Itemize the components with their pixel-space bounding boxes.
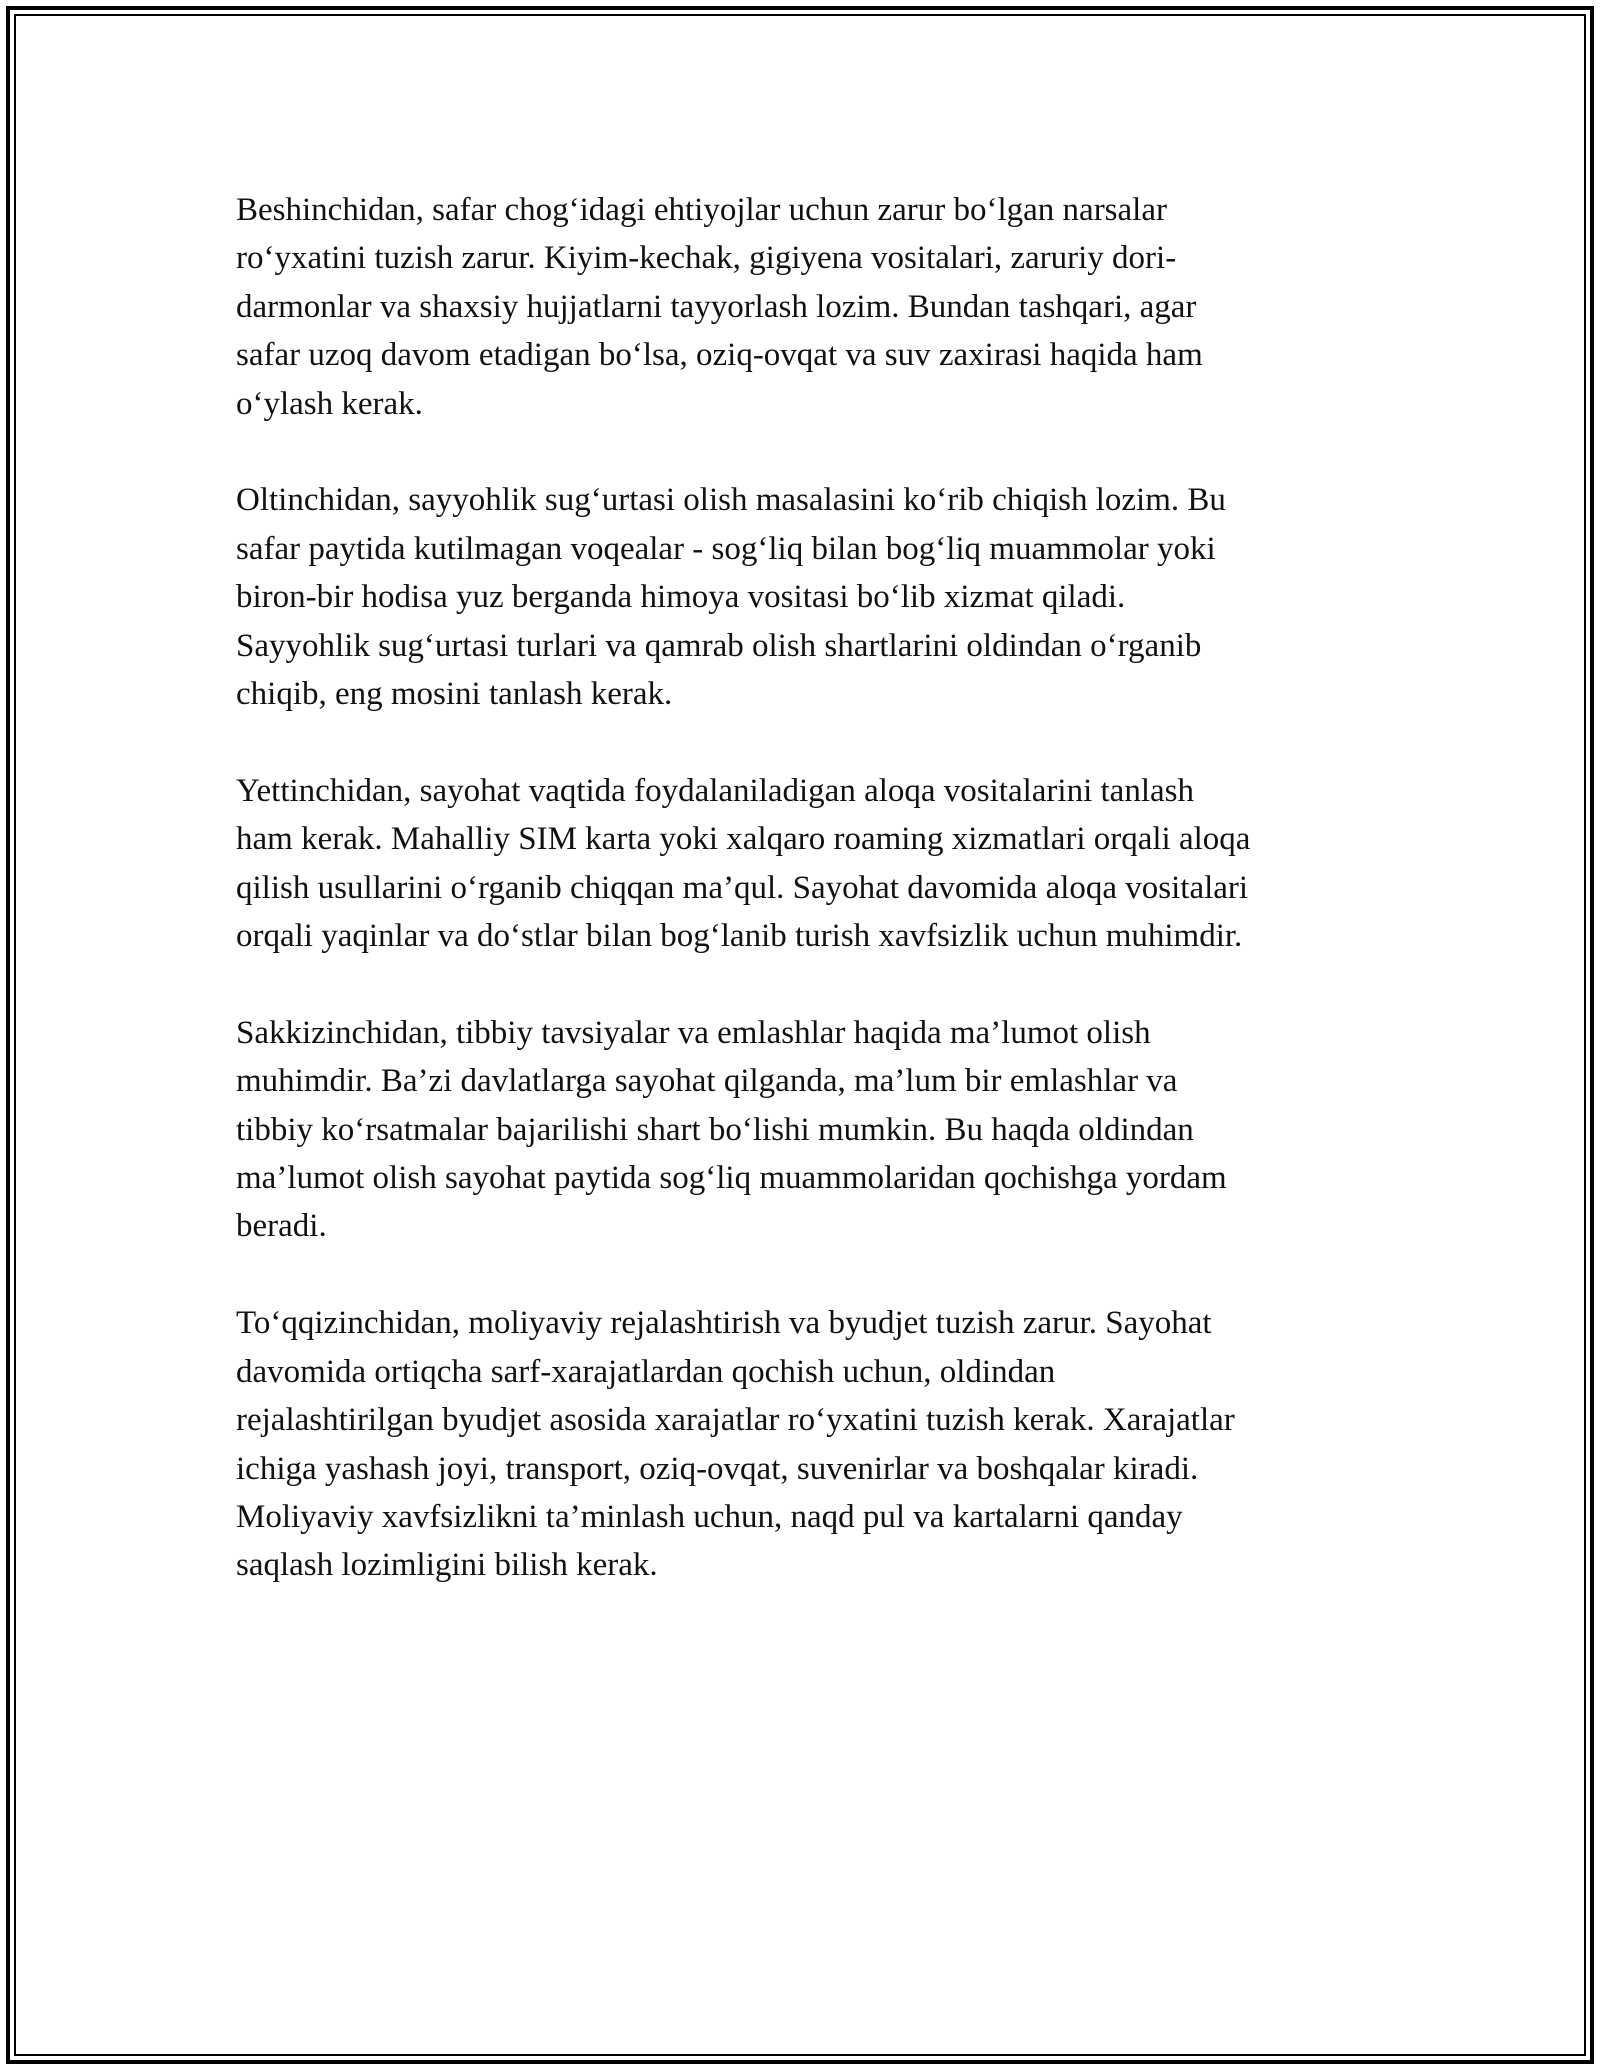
- paragraph: [236, 476, 1376, 718]
- paragraph: [236, 1299, 1376, 1589]
- paragraph: [236, 186, 1376, 428]
- text-line: Moliyaviy xavfsizlikni ta’minlash uchun, naqd pul va kartalarni qanday: [236, 1498, 1183, 1535]
- text-line: Yettinchidan, sayohat vaqtida foydalaniladigan aloqa vositalarini tanlash: [236, 772, 1194, 809]
- text-line: ro‘yxatini tuzish zarur. Kiyim-kechak, gigiyena vositalari, zaruriy dori-: [236, 240, 1177, 277]
- text-line: biron-bir hodisa yuz berganda himoya vositasi bo‘lib xizmat qiladi.: [236, 579, 1126, 616]
- text-line: orqali yaqinlar va do‘stlar bilan bog‘lanib turish xavfsizlik uchun muhimdir.: [236, 918, 1243, 955]
- text-line: saqlash lozimligini bilish kerak.: [236, 1547, 658, 1584]
- text-line: Oltinchidan, sayyohlik sug‘urtasi olish masalasini ko‘rib chiqish lozim. Bu: [236, 482, 1226, 519]
- text-line: darmonlar va shaxsiy hujjatlarni tayyorlash lozim. Bundan tashqari, agar: [236, 288, 1197, 325]
- text-line: chiqib, eng mosini tanlash kerak.: [236, 676, 673, 713]
- text-line: muhimdir. Ba’zi davlatlarga sayohat qilganda, ma’lum bir emlashlar va: [236, 1063, 1178, 1100]
- text-line: safar uzoq davom etadigan bo‘lsa, oziq-ovqat va suv zaxirasi haqida ham: [236, 337, 1203, 374]
- text-line: rejalashtirilgan byudjet asosida xarajatlar ro‘yxatini tuzish kerak. Xarajatlar: [236, 1402, 1235, 1439]
- text-line: qilish usullarini o‘rganib chiqqan ma’qul. Sayohat davomida aloqa vositalari: [236, 869, 1249, 906]
- text-line: Sayyohlik sug‘urtasi turlari va qamrab olish shartlarini oldindan o‘rganib: [236, 627, 1202, 664]
- paragraph: [236, 1009, 1376, 1251]
- text-line: davomida ortiqcha sarf-xarajatlardan qochish uchun, oldindan: [236, 1353, 1056, 1390]
- text-line: Sakkizinchidan, tibbiy tavsiyalar va emlashlar haqida ma’lumot olish: [236, 1014, 1151, 1051]
- text-line: ichiga yashash joyi, transport, oziq-ovqat, suvenirlar va boshqalar kiradi.: [236, 1450, 1199, 1487]
- paragraph: [236, 767, 1376, 961]
- text-line: ham kerak. Mahalliy SIM karta yoki xalqaro roaming xizmatlari orqali aloqa: [236, 821, 1251, 858]
- text-line: Beshinchidan, safar chog‘idagi ehtiyojlar uchun zarur bo‘lgan narsalar: [236, 192, 1167, 228]
- text-line: To‘qqizinchidan, moliyaviy rejalashtirish va byudjet tuzish zarur. Sayohat: [236, 1305, 1212, 1342]
- text-line: safar paytida kutilmagan voqealar - sog‘liq bilan bog‘liq muammolar yoki: [236, 530, 1216, 567]
- document-body: [236, 186, 1376, 1638]
- text-line: tibbiy ko‘rsatmalar bajarilishi shart bo‘lishi mumkin. Bu haqda oldindan: [236, 1111, 1194, 1148]
- text-line: o‘ylash kerak.: [236, 385, 423, 422]
- text-line: beradi.: [236, 1208, 327, 1245]
- text-line: ma’lumot olish sayohat paytida sog‘liq muammolaridan qochishga yordam: [236, 1160, 1227, 1197]
